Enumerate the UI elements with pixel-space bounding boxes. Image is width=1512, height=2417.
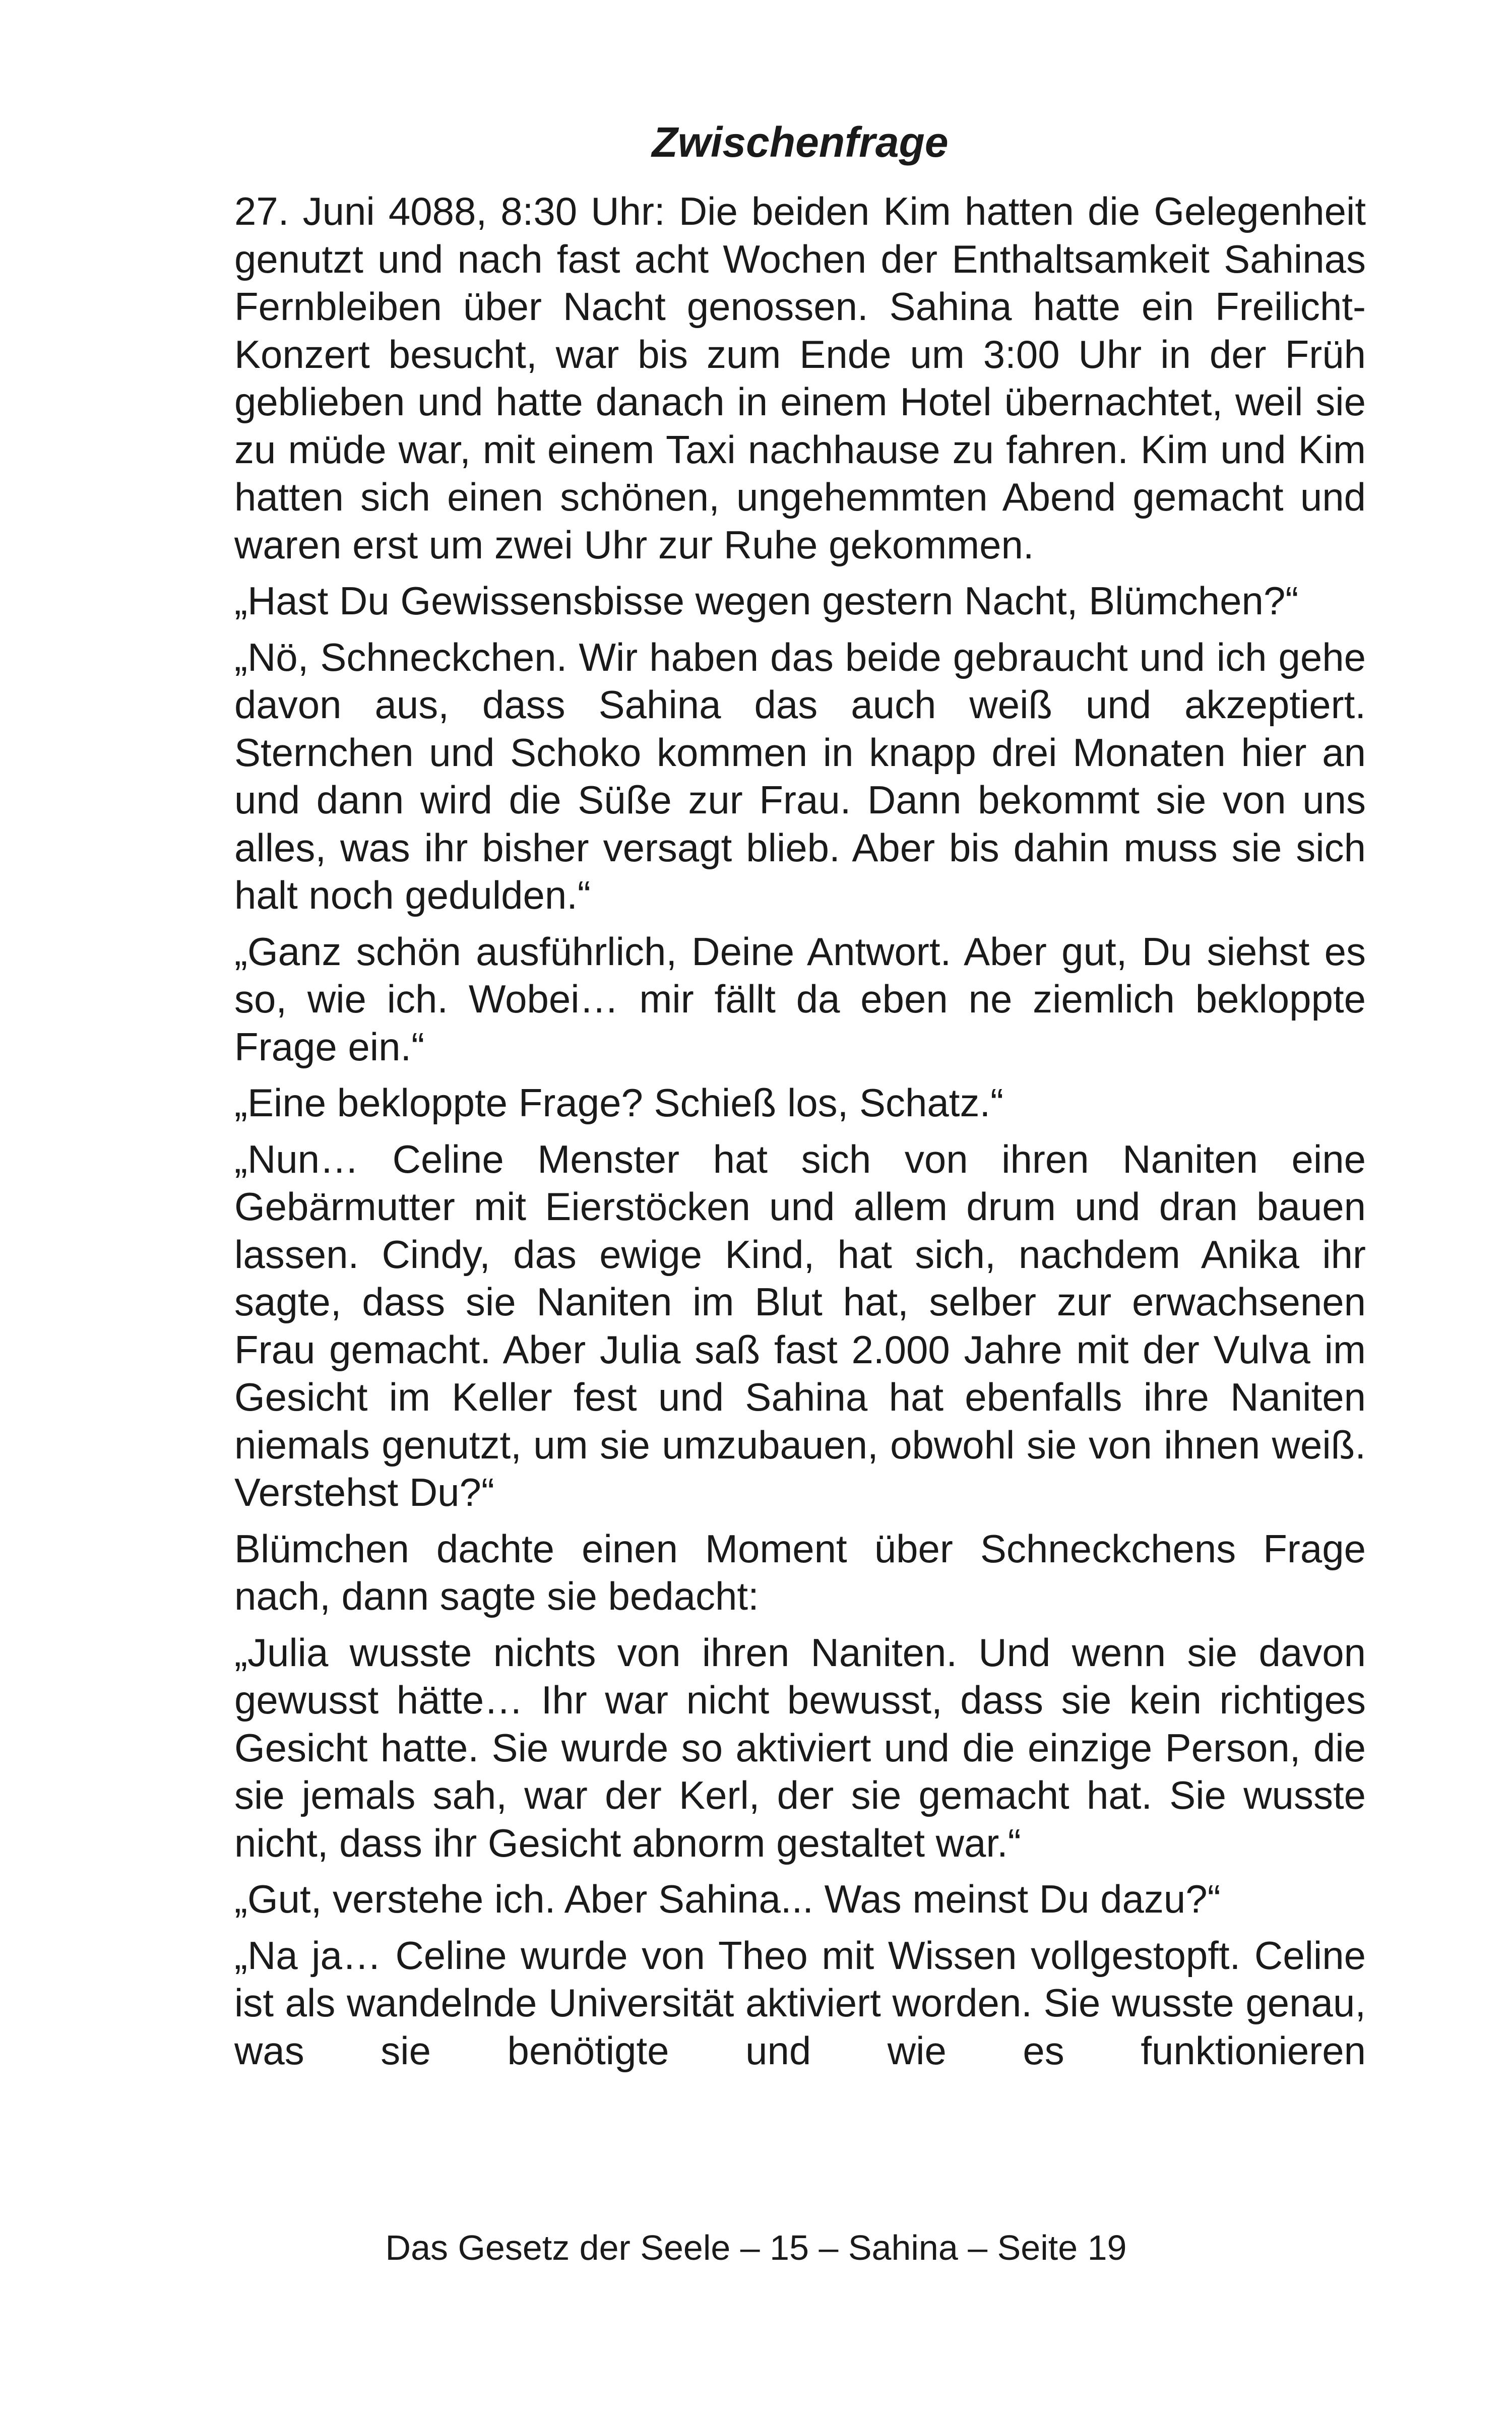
page-footer: Das Gesetz der Seele – 15 – Sahina – Seite 19 bbox=[385, 2228, 1127, 2267]
paragraph-2: „Hast Du Gewissensbisse wegen gestern Nacht, Blümchen?“ bbox=[234, 579, 1299, 623]
paragraph-5: „Eine bekloppte Frage? Schieß los, Schatz.“ bbox=[234, 1080, 1004, 1125]
paragraph-10: „Na ja… Celine wurde von Theo mit Wissen vollgestopft. Celine ist als wandelnde Universität aktiviert worden. Sie wusste genau, was sie benötigte und wie es funktionieren bbox=[234, 1933, 1366, 2073]
paragraph-1: 27. Juni 4088, 8:30 Uhr: Die beiden Kim hatten die Gelegenheit genutzt und nach fast acht Wochen der Enthaltsamkeit Sahinas Fernbleiben über Nacht genossen. Sahina hatte ein Freilicht-Konzert besucht, war bis zum Ende um 3:00 Uhr in der Früh geblieben und hatte danach in einem Hotel übernachtet, weil sie zu müde war, mit einem Taxi nachhause zu fahren. Kim und Kim hatten sich einen schönen, ungehemmten Abend gemacht und waren erst um zwei Uhr zur Ruhe gekommen. bbox=[234, 189, 1366, 567]
page-body bbox=[234, 187, 1366, 2083]
paragraph-8: „Julia wusste nichts von ihren Naniten. Und wenn sie davon gewusst hätte… Ihr war nicht bewusst, dass sie kein richtiges Gesicht hatte. Sie wurde so aktiviert und die einzige Person, die sie jemals sah, war der Kerl, der sie gemacht hat. Sie wusste nicht, dass ihr Gesicht abnorm gestaltet war.“ bbox=[234, 1630, 1366, 1865]
chapter-heading: Zwischenfrage bbox=[652, 118, 949, 166]
paragraph-9: „Gut, verstehe ich. Aber Sahina... Was meinst Du dazu?“ bbox=[234, 1877, 1221, 1921]
paragraph-3: „Nö, Schneckchen. Wir haben das beide gebraucht und ich gehe davon aus, dass Sahina das auch weiß und akzeptiert. Sternchen und Schoko kommen in knapp drei Monaten hier an und dann wird die Süße zur Frau. Dann bekommt sie von uns alles, was ihr bisher versagt blieb. Aber bis dahin muss sie sich halt noch gedulden.“ bbox=[234, 634, 1366, 917]
paragraph-7: Blümchen dachte einen Moment über Schneckchens Frage nach, dann sagte sie bedacht: bbox=[234, 1526, 1366, 1618]
paragraph-6: „Nun… Celine Menster hat sich von ihren Naniten eine Gebärmutter mit Eierstöcken und allem drum und dran bauen lassen. Cindy, das ewige Kind, hat sich, nachdem Anika ihr sagte, dass sie Naniten im Blut hat, selber zur erwachsenen Frau gemacht. Aber Julia saß fast 2.000 Jahre mit der Vulva im Gesicht im Keller fest und Sahina hat ebenfalls ihre Naniten niemals genutzt, um sie umzubauen, obwohl sie von ihnen weiß. Verstehst Du?“ bbox=[234, 1136, 1366, 1514]
paragraph-4: „Ganz schön ausführlich, Deine Antwort. Aber gut, Du siehst es so, wie ich. Wobei… mir fällt da eben ne ziemlich bekloppte Frage ein.“ bbox=[234, 929, 1366, 1069]
